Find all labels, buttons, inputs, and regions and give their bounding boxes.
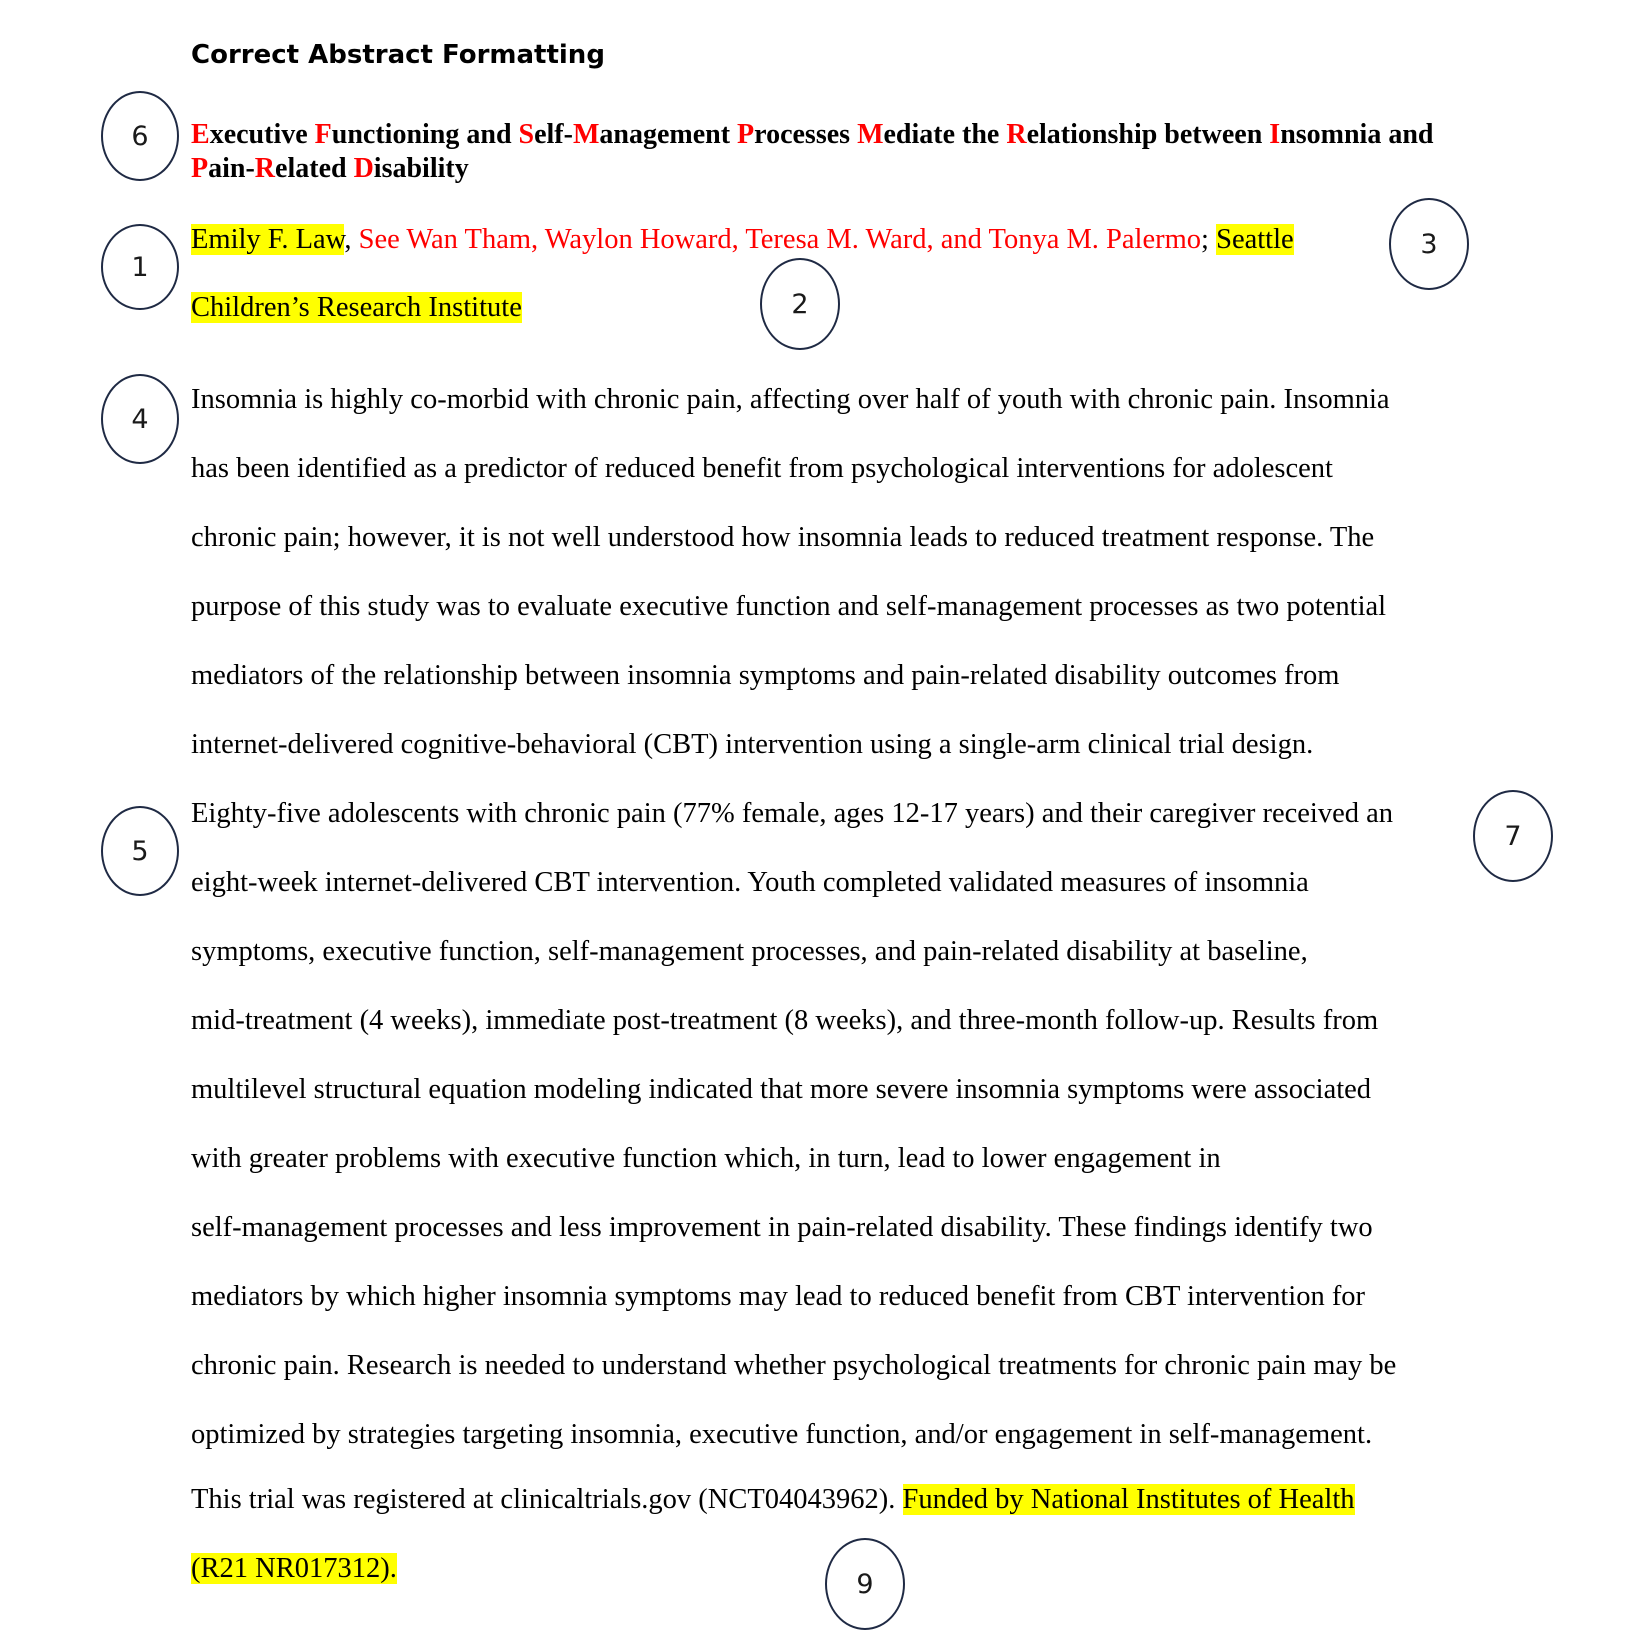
marker-5: 5 xyxy=(101,806,179,896)
title-red-capital: P xyxy=(191,153,209,184)
first-author: Emily F. Law xyxy=(191,224,345,255)
abstract-title xyxy=(191,118,1491,186)
marker-2: 2 xyxy=(760,258,840,350)
marker-1: 1 xyxy=(101,224,179,310)
funding-part2: (R21 NR017312). xyxy=(191,1553,397,1584)
affiliation-separator: ; xyxy=(1201,224,1217,255)
abstract-line: mid-treatment (4 weeks), immediate post-treatment (8 weeks), and three-month follow-up. Results from xyxy=(191,1005,1379,1036)
affiliation-part2: Children’s Research Institute xyxy=(191,292,522,323)
marker-9: 9 xyxy=(825,1538,905,1630)
abstract-line: multilevel structural equation modeling indicated that more severe insomnia symptoms were associated xyxy=(191,1074,1372,1105)
marker-3: 3 xyxy=(1389,198,1469,290)
authors-line xyxy=(191,223,1294,257)
title-red-capital: M xyxy=(572,119,600,150)
title-red-capital: I xyxy=(1269,119,1281,150)
marker-7: 7 xyxy=(1473,790,1553,882)
title-text: unctioning and xyxy=(331,119,519,150)
title-text: nsomnia and xyxy=(1280,119,1434,150)
document-heading: Correct Abstract Formatting xyxy=(191,40,605,70)
title-red-capital: E xyxy=(191,119,210,150)
abstract-line: self-management processes and less improvement in pain-related disability. These findings identify two xyxy=(191,1212,1373,1243)
abstract-line: has been identified as a predictor of reduced benefit from psychological interventions for adolescent xyxy=(191,453,1333,484)
title-text: xecutive xyxy=(209,119,315,150)
author-separator: , xyxy=(344,224,359,255)
title-red-capital: F xyxy=(314,119,332,150)
title-red-capital: R xyxy=(1006,119,1027,150)
abstract-line: chronic pain. Research is needed to understand whether psychological treatments for chronic pain may be xyxy=(191,1350,1397,1381)
abstract-line: Eighty-five adolescents with chronic pain (77% female, ages 12-17 years) and their caregiver received an xyxy=(191,798,1394,829)
title-red-capital: M xyxy=(857,119,884,150)
affiliation-part1: Seattle xyxy=(1216,224,1294,255)
title-text: rocesses xyxy=(754,119,858,150)
title-red-capital: R xyxy=(254,153,276,184)
title-text: elationship between xyxy=(1026,119,1270,150)
funding-part1: Funded by National Institutes of Health xyxy=(902,1484,1355,1515)
title-text: isability xyxy=(373,153,469,184)
abstract-line: mediators by which higher insomnia symptoms may lead to reduced benefit from CBT intervention for xyxy=(191,1281,1366,1312)
abstract-line: Insomnia is highly co-morbid with chronic pain, affecting over half of youth with chronic pain. Insomnia xyxy=(191,384,1390,415)
title-red-capital: S xyxy=(518,119,535,150)
abstract-line: purpose of this study was to evaluate executive function and self-management processes as two potential xyxy=(191,591,1387,622)
abstract-line: internet-delivered cognitive-behavioral (CBT) intervention using a single-arm clinical trial design. xyxy=(191,729,1314,760)
abstract-line: chronic pain; however, it is not well understood how insomnia leads to reduced treatment response. The xyxy=(191,522,1375,553)
marker-6: 6 xyxy=(101,91,179,181)
funding-line xyxy=(191,1552,397,1586)
affiliation-line xyxy=(191,291,522,325)
title-text: elated xyxy=(275,153,354,184)
title-text: anagement xyxy=(599,119,738,150)
marker-4: 4 xyxy=(101,374,179,464)
title-text: ediate the xyxy=(883,119,1007,150)
abstract-line: mediators of the relationship between insomnia symptoms and pain-related disability outcomes from xyxy=(191,660,1340,691)
title-text: elf- xyxy=(534,119,573,150)
title-red-capital: D xyxy=(353,153,374,184)
abstract-line: optimized by strategies targeting insomnia, executive function, and/or engagement in self-management. xyxy=(191,1419,1373,1450)
title-red-capital: P xyxy=(737,119,755,150)
abstract-line: eight-week internet-delivered CBT intervention. Youth completed validated measures of insomnia xyxy=(191,867,1309,898)
abstract-final-line xyxy=(191,1483,1355,1517)
trial-registration: This trial was registered at clinicaltrials.gov (NCT04043962). xyxy=(191,1484,903,1515)
title-text: ain- xyxy=(208,153,255,184)
coauthors: See Wan Tham, Waylon Howard, Teresa M. Ward, and Tonya M. Palermo xyxy=(358,224,1202,255)
abstract-line: symptoms, executive function, self-management processes, and pain-related disability at baseline, xyxy=(191,936,1308,967)
abstract-line: with greater problems with executive function which, in turn, lead to lower engagement in xyxy=(191,1143,1221,1174)
